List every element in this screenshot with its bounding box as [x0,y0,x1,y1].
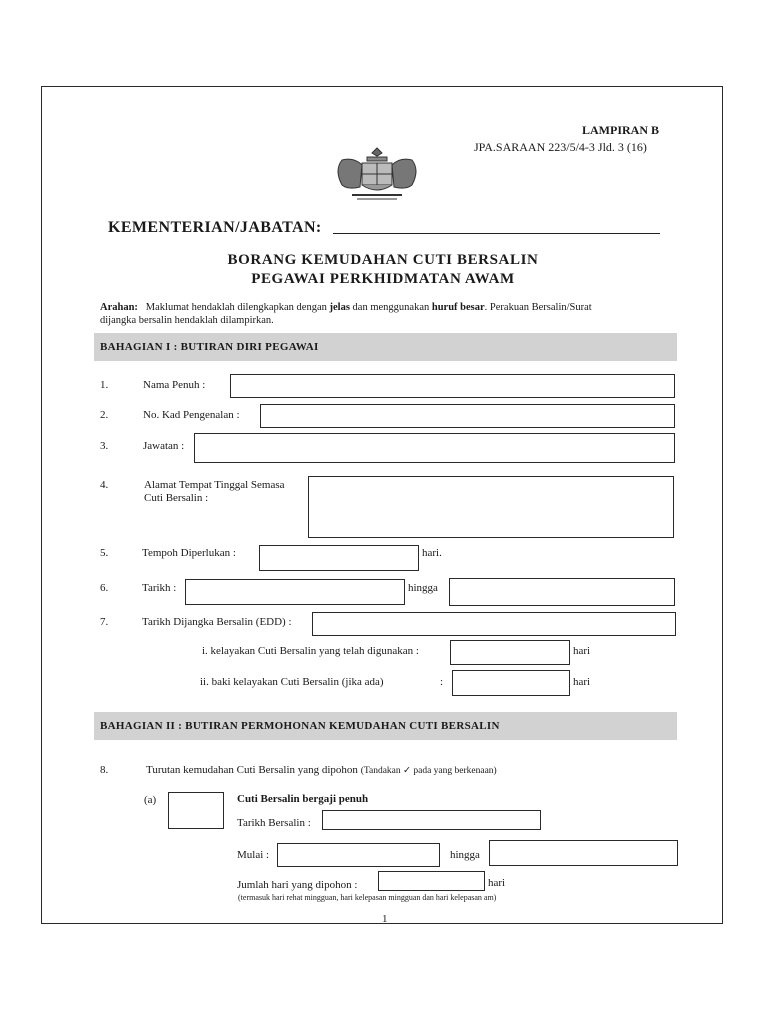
tarikh-mula-input[interactable] [185,579,405,605]
instruction [100,301,720,327]
sub-ii-hari: hari [573,676,591,688]
option-a-checkbox[interactable] [168,792,224,829]
option-a-label: (a) [144,794,157,806]
option-a-title: Cuti Bersalin bergaji penuh [237,793,369,805]
form-page [41,86,723,924]
item5-label: Tempoh Diperlukan : [142,547,236,559]
tarikh-bersalin-label: Tarikh Bersalin : [237,817,311,829]
item4-label2: Cuti Bersalin : [144,492,209,504]
tarikh-tamat-input[interactable] [449,578,675,606]
kad-pengenalan-input[interactable] [260,404,675,428]
item7-number: 7. [100,616,109,628]
item6-label: Tarikh : [142,582,177,594]
alamat-input[interactable] [308,476,674,538]
item8-main-text: Turutan kemudahan Cuti Bersalin yang dipohon [146,764,358,776]
section1-heading: BAHAGIAN I : BUTIRAN DIRI PEGAWAI [94,333,677,361]
item7-label: Tarikh Dijangka Bersalin (EDD) : [142,616,292,628]
ministry-line[interactable] [333,233,660,234]
mulai-hingga: hingga [450,849,480,861]
mulai-input[interactable] [277,843,440,867]
reference-number: JPA.SARAAN 223/5/4-3 Jld. 3 (16) [474,140,647,154]
tarikh-bersalin-input[interactable] [322,810,541,830]
item5-suffix: hari. [422,547,442,559]
lampiran-label: LAMPIRAN B [582,123,659,137]
instruction-text-2: dan menggunakan [352,302,430,313]
item3-number: 3. [100,440,109,452]
edd-input[interactable] [312,612,676,636]
jumlah-footnote: (termasuk hari rehat mingguan, hari kelepasan mingguan dan hari kelepasan am) [238,893,497,902]
form-title-line2: PEGAWAI PERKHIDMATAN AWAM [251,271,515,287]
instruction-bold-1: jelas [329,302,350,313]
jawatan-input[interactable] [194,433,675,463]
instruction-label: Arahan: [100,302,138,313]
jumlah-input[interactable] [378,871,485,891]
sub-i-label: i. kelayakan Cuti Bersalin yang telah digunakan : [202,645,419,657]
item3-label: Jawatan : [143,440,185,452]
item4-label: Alamat Tempat Tinggal Semasa [144,479,285,491]
item2-number: 2. [100,409,109,421]
section2-heading: BAHAGIAN II : BUTIRAN PERMOHONAN KEMUDAHAN CUTI BERSALIN [94,712,677,740]
item8-number: 8. [100,764,109,776]
nama-penuh-input[interactable] [230,374,675,398]
tempoh-input[interactable] [259,545,419,571]
sub-ii-colon: : [440,676,444,688]
sub-i-hari: hari [573,645,591,657]
coat-of-arms-icon [332,145,422,205]
item5-number: 5. [100,547,109,559]
sub-ii-label: ii. baki kelayakan Cuti Bersalin (jika ada) [200,676,384,688]
item2-label: No. Kad Pengenalan : [143,409,240,421]
item6-number: 6. [100,582,109,594]
item6-hingga: hingga [408,582,438,594]
mulai-hingga-input[interactable] [489,840,678,866]
instruction-text-3: . Perakuan Bersalin/Surat [484,302,592,313]
kelayakan-digunakan-input[interactable] [450,640,570,665]
instruction-bold-2: huruf besar [431,302,485,313]
instruction-text-1: Maklumat hendaklah dilengkapkan dengan [145,302,327,313]
form-title-line1: BORANG KEMUDAHAN CUTI BERSALIN [227,252,539,268]
instruction-text-line2: dijangka bersalin hendaklah dilampirkan. [100,315,274,326]
item8-text [146,764,497,776]
mulai-label: Mulai : [237,849,270,861]
item8-note: (Tandakan ✓ pada yang berkenaan) [360,766,497,776]
item4-number: 4. [100,479,109,491]
page-number: 1 [382,913,388,925]
item1-number: 1. [100,379,109,391]
jumlah-label: Jumlah hari yang dipohon : [237,879,358,891]
baki-kelayakan-input[interactable] [452,670,570,696]
ministry-label: KEMENTERIAN/JABATAN: [108,219,322,236]
item1-label: Nama Penuh : [143,379,206,391]
jumlah-hari: hari [488,877,506,889]
